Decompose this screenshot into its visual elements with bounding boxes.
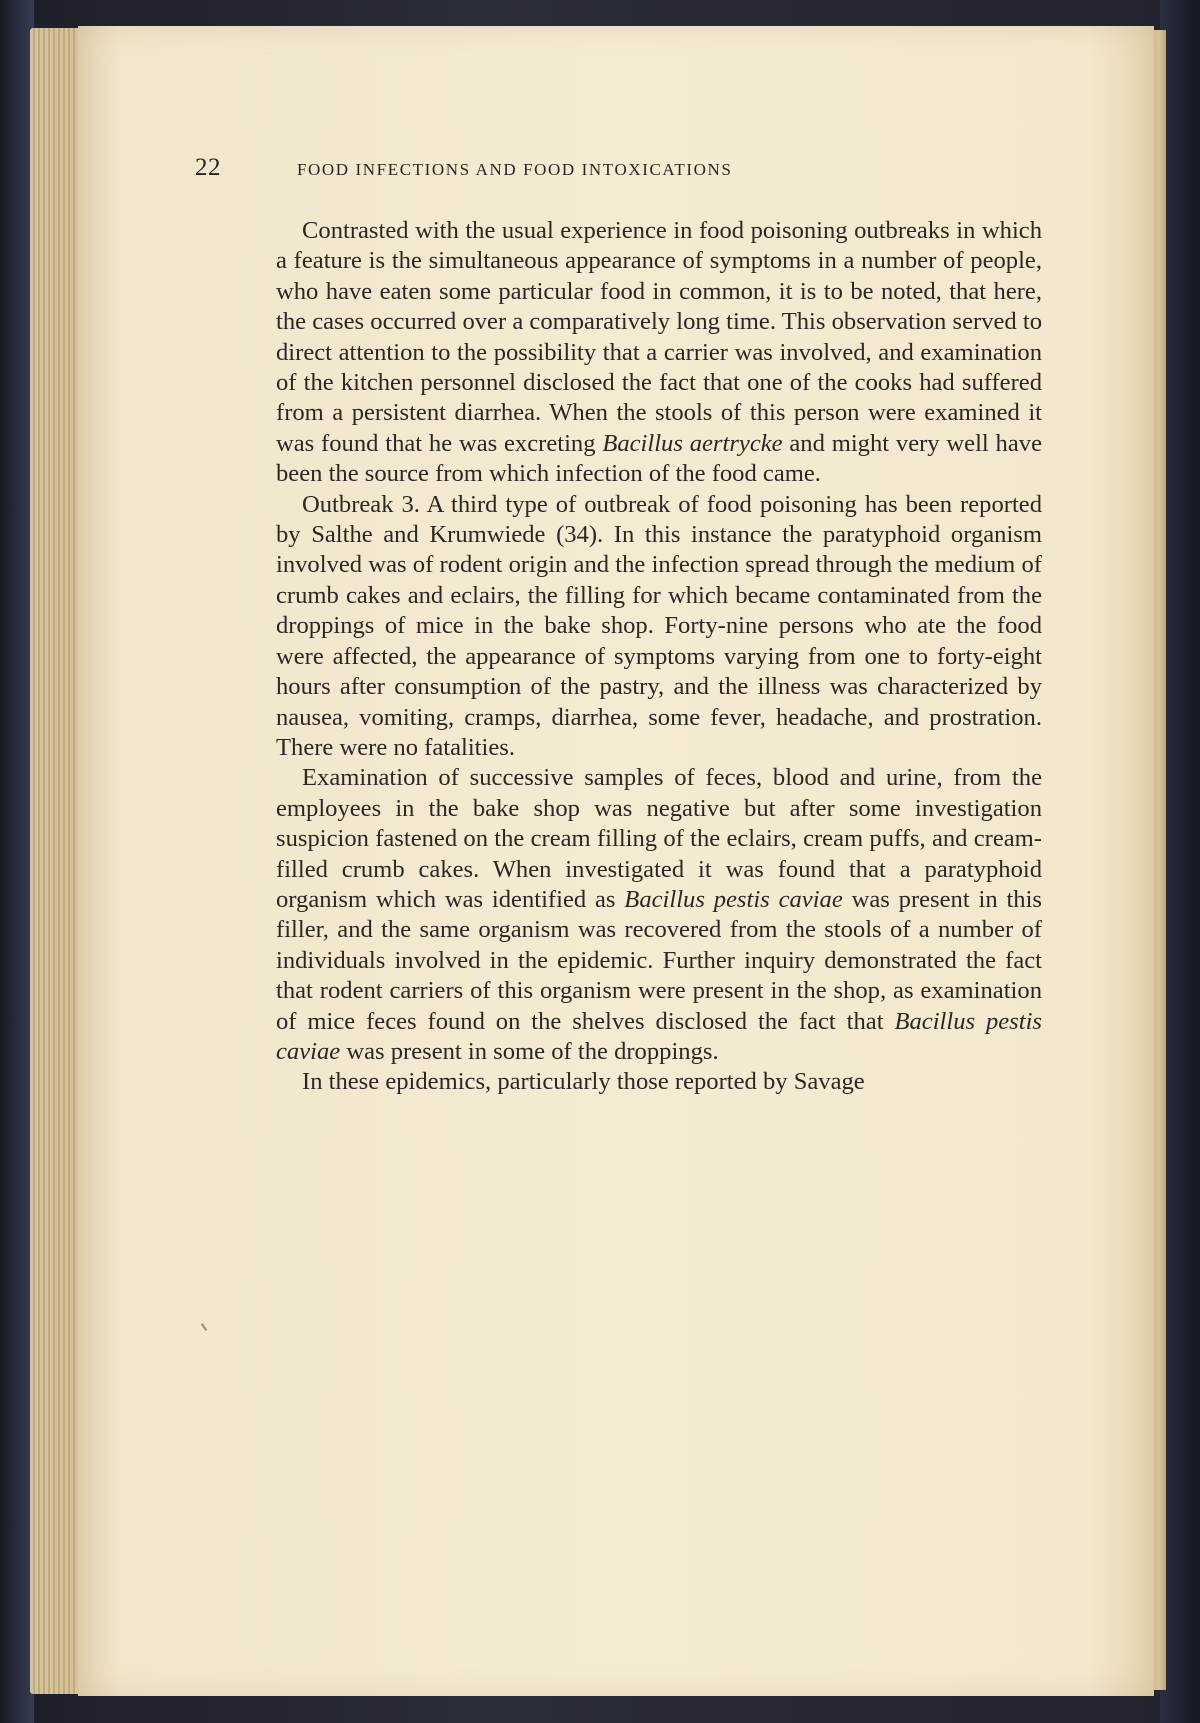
- running-head-title: FOOD INFECTIONS AND FOOD INTOXICATIONS: [297, 160, 733, 179]
- text-run: In these epidemics, particularly those reported by Savage: [302, 1068, 865, 1096]
- book-cover-right-edge: [1160, 0, 1200, 1723]
- italic-species-name: Bacillus pestis caviae: [624, 885, 843, 913]
- body-text: [276, 216, 1042, 1098]
- facing-page-edge: [1152, 30, 1166, 1690]
- paragraph: [276, 763, 1042, 1067]
- running-head: [195, 150, 955, 180]
- text-run: and might very well have been the source from which infection of the food came.: [276, 429, 1042, 488]
- paragraph: [276, 216, 1042, 490]
- paragraph: [276, 1067, 1042, 1097]
- text-run: Outbreak 3. A third type of outbreak of food poisoning has been reported by Salthe and Krumwiede (34). In this instance the paratyphoid organism involved was of rodent origin and the infection spread through the medium of crumb cakes and eclairs, the filling for which became contaminated from the droppings of mice in the bake shop. Forty-nine persons who ate the food were affected, the appearance of symptoms varying from one to forty-eight hours after consumption of the pastry, and the illness was characterized by nausea, vomiting, cramps, diarrhea, some fever, headache, and prostration. There were no fatalities.: [276, 490, 1042, 761]
- italic-species-name: Bacillus pestis caviae: [276, 1007, 1042, 1065]
- text-run: was present in this filler, and the same organism was recovered from the stools of a number of individuals involved in the epidemic. Further inquiry demonstrated the fact that rodent carriers of this organism were present in the shop, as examination of mice feces found on the shelves disclosed the fact that: [276, 885, 1042, 1035]
- book-cover-left-edge: [0, 0, 34, 1723]
- italic-species-name: Bacillus aertrycke: [602, 429, 783, 457]
- text-run: Contrasted with the usual experience in food poisoning outbreaks in which a feature is the simultaneous appearance of symptoms in a number of people, who have eaten some particular food in common, it is to be noted, that here, the cases occurred over a comparatively long time. This observation served to direct attention to the possibility that a carrier was involved, and examination of the kitchen personnel disclosed the fact that one of the cooks had suffered from a persistent diarrhea. When the stools of this person were examined it was found that he was excreting: [276, 217, 1042, 457]
- text-run: Examination of successive samples of feces, blood and urine, from the employees in the bake shop was negative but after some investigation suspicion fastened on the cream filling of the eclairs, cream puffs, and cream-filled crumb cakes. When investigated it was found that a paratyphoid organism which was identified as: [276, 764, 1042, 913]
- page-number: 22: [195, 154, 221, 181]
- paragraph: [276, 490, 1042, 764]
- text-run: was present in some of the droppings.: [340, 1037, 719, 1065]
